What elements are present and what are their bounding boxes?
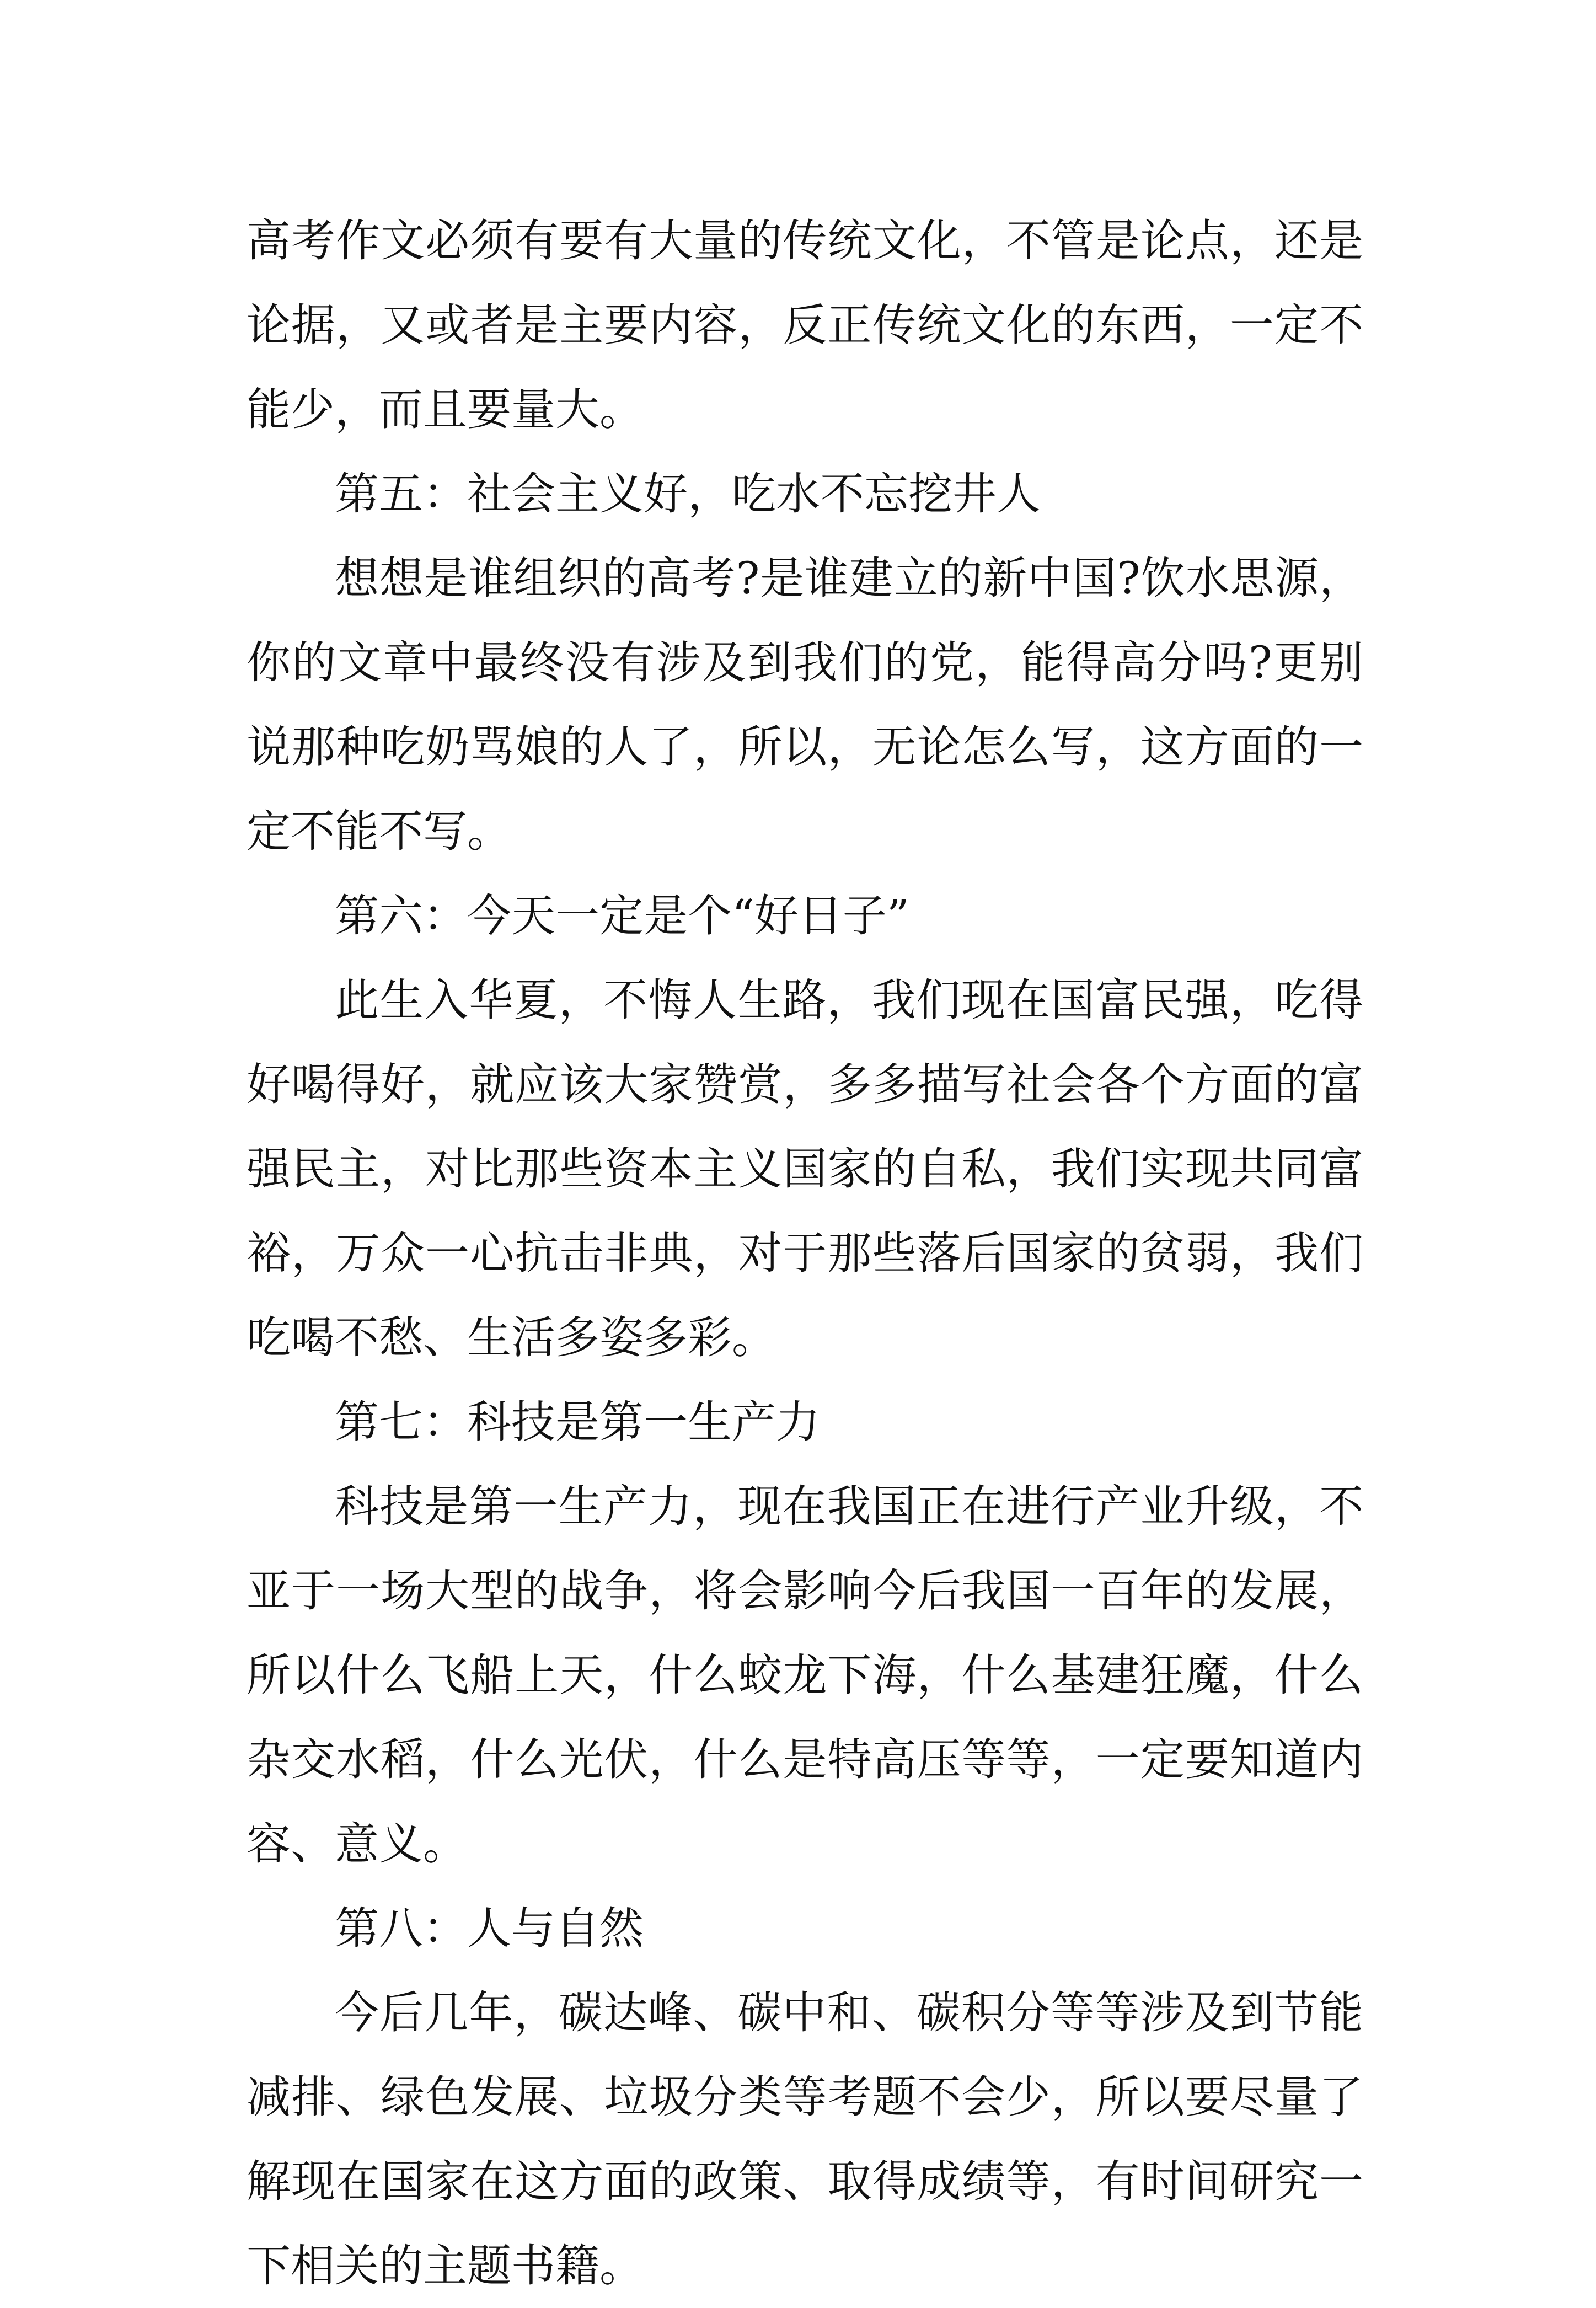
body-paragraph: 今后几年，碳达峰、碳中和、碳积分等等涉及到节能减排、绿色发展、垃圾分类等考题不会少，所以要尽量了解现在国家在这方面的政策、取得成绩等，有时间研究一下相关的主题书籍。 (247, 1987, 1363, 2291)
section-heading: 第七：科技是第一生产力 (335, 1396, 820, 1448)
body-paragraph: 此生入华夏，不悔人生路，我们现在国富民强，吃得好喝得好，就应该大家赞赏，多多描写社会各个方面的富强民主，对比那些资本主义国家的自私，我们实现共同富裕，万众一心抗击非典，对于那些落后国家的贫弱，我们吃喝不愁、生活多姿多彩。 (247, 974, 1363, 1363)
section-heading: 第八：人与自然 (335, 1903, 644, 1954)
body-paragraph: 想想是谁组织的高考?是谁建立的新中国?饮水思源，你的文章中最终没有涉及到我们的党，能得高分吗?更别说那种吃奶骂娘的人了，所以，无论怎么写，这方面的一定不能不写。 (247, 553, 1363, 857)
section-heading: 第五：社会主义好，吃水不忘挖井人 (335, 468, 1041, 520)
section-heading: 第六：今天一定是个“好日子” (335, 890, 909, 941)
body-paragraph: 高考作文必须有要有大量的传统文化，不管是论点，还是论据，又或者是主要内容，反正传统文化的东西，一定不能少，而且要量大。 (247, 215, 1363, 435)
body-paragraph: 科技是第一生产力，现在我国正在进行产业升级，不亚于一场大型的战争，将会影响今后我国一百年的发展，所以什么飞船上天，什么蛟龙下海，什么基建狂魔，什么杂交水稻，什么光伏，什么是特高压等等，一定要知道内容、意义。 (247, 1481, 1363, 1870)
document-page (247, 199, 1363, 2308)
